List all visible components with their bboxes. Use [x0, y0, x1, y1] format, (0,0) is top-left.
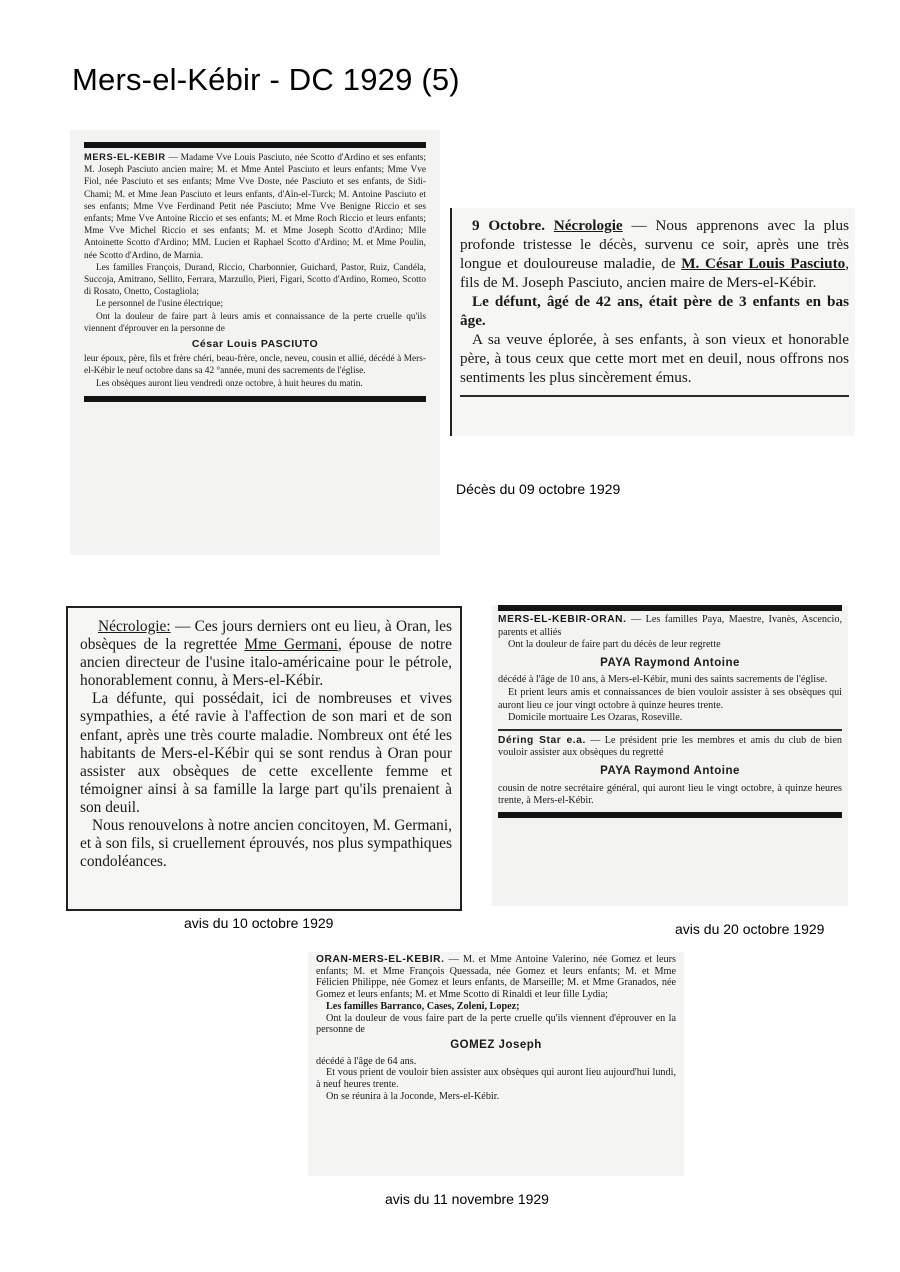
necrology-condolence: A sa veuve éplorée, à ses enfants, à son vieux et honorable père, à tous ceux que cette mort met en deuil, nous offrons nos sentiments les plus sincèrement émus. [460, 331, 849, 386]
club-message: — Le président prie les membres et amis du club de bien vouloir assister aux obsèques du regretté [498, 734, 843, 759]
paya-families: — Les familles Paya, Maestre, Ivanès, Ascencio, parents et alliés [498, 614, 843, 638]
notice-heading: MERS-EL-KEBIR [84, 152, 166, 162]
notice-staff: Le personnel de l'usine électrique; [96, 299, 224, 310]
paya-heading: MERS-EL-KEBIR-ORAN. [498, 614, 627, 625]
paya-domicile: Domicile mortuaire Les Ozaras, Roseville. [508, 712, 683, 724]
death-notice-pasciuto [70, 130, 440, 555]
paya-bottom-rule [498, 812, 842, 818]
paya-middle-rule [498, 729, 842, 731]
deceased-name: César Louis PASCIUTO [191, 338, 319, 351]
notice-families: Les familles François, Durand, Riccio, Charbonnier, Guichard, Pastor, Ruiz, Candéla, Succoja, Amitrano, Sellito, Ferrara, Marzullo, Pieri, Figari, Scotto d'Ardino, Romeo, Scotto di Rosato, Onetto, Costagliola; [84, 262, 426, 298]
top-rule [84, 142, 426, 148]
germani-paragraph-2: La défunte, qui possédait, ici de nombreuses et vives sympathies, a été ravie à l'affection de son mari et de son enfant, après une très courte maladie. Nombreux ont été les habitants de Mers-el-Kébir qui se sont rendus à Oran pour assister aux obsèques de cette excellente femme et témoigner ainsi à sa famille la large part qu'ils prenaient à son deuil. [80, 690, 452, 816]
caption-avis-10-octobre: avis du 10 octobre 1929 [184, 915, 334, 931]
necrology-title: Nécrologie [553, 217, 623, 234]
gomez-invitation: Et vous prient de vouloir bien assister aux obsèques qui auront lieu aujourd'hui lundi, à neuf heures trente. [316, 1067, 676, 1091]
necrology-germani [66, 606, 462, 911]
notice-details: leur époux, père, fils et frère chéri, beau-frère, oncle, neveu, cousin et allié, décédé à Mers-el-Kébir le neuf octobre dans sa 42 °année, muni des sacrements de l'église. [84, 354, 426, 377]
germani-paragraph-3: Nous renouvelons à notre ancien concitoyen, M. Germani, et à son fils, si cruellement éprouvés, nos plus sympathiques condoléances. [80, 817, 452, 871]
gomez-family-list: — M. et Mme Antoine Valerino, née Gomez et leurs enfants; M. et Mme François Quessada, née Gomez et leurs enfants; M. et Mme Félicien Philippe, née Gomez et leurs enfants, de Marseille; M. et Mme Granados, née Gomez et leurs enfants; M. et Mme Scotto di Rinaldi et leur fille Lydia; [316, 954, 676, 1001]
necrology-person: M. César Louis Pasciuto [681, 255, 846, 272]
bottom-rule [84, 396, 426, 402]
notice-family-list: — Madame Vve Louis Pasciuto, née Scotto d'Ardino et ses enfants; M. Joseph Pasciuto ancien maire; M. et Mme Antel Pasciuto et leurs enfants; Mme Vve Fiol, née Pasciuto et ses enfants; Mme Vve Doste, née Pasciuto et ses enfants, de Sidi-Chami; M. et Mme Jean Pasciuto et leurs enfants, d'Aïn-el-Turck; M. Antoine Pasciuto et ses enfants; Mme Vve Ferdinand Petit née Pasciuto; Mme Vve Benigne Riccio et ses enfants; Mme Vve Antoine Riccio et ses enfants; M. et Mme Roch Riccio et leurs enfants; Mme Vve Michel Riccio et ses enfants; M. et Mme Joseph Scotto d'Ardino; Mlle Antoinette Scotto d'Ardino; MM. Lucien et Raphael Scotto d'Ardino; M. et Mme Poulin, née Scotto d'Ardino, de Marnia. [84, 153, 427, 261]
necrology-rule [460, 395, 849, 397]
paya-name-1: PAYA Raymond Antoine [600, 656, 740, 669]
germani-title: Nécrologie: [98, 618, 171, 635]
gomez-announcement: Ont la douleur de vous faire part de la perte cruelle qu'ils viennent d'éprouver en la personne de [316, 1012, 676, 1036]
germani-person: Mme Germani [244, 636, 338, 654]
necrology-date: 9 Octobre. [472, 217, 546, 234]
death-notice-gomez [308, 952, 684, 1176]
paya-announcement: Ont la douleur de faire part du décès de leur regrette [508, 639, 721, 651]
paya-top-rule [498, 605, 842, 611]
necrology-pasciuto [450, 208, 855, 436]
necrology-text-end: , fils de M. Joseph Pasciuto, ancien maire de Mers-el-Kébir. [460, 255, 850, 291]
necrology-text: — Nous apprenons avec la plus profonde tristesse le décès, survenu ce soir, après une très longue et douloureuse maladie, de [460, 217, 849, 272]
gomez-meeting: On se réunira à la Joconde, Mers-el-Kébir. [326, 1090, 500, 1102]
necrology-age: Le défunt, âgé de 42 ans, était père de 3 enfants en bas âge. [460, 293, 849, 329]
germani-text: — Ces jours derniers ont eu lieu, à Oran, les obsèques de la regrettée [80, 618, 452, 654]
page-title: Mers-el-Kébir - DC 1929 (5) [72, 62, 460, 97]
paya-name-2: PAYA Raymond Antoine [600, 764, 740, 777]
death-notice-paya [492, 605, 848, 906]
paya-club-details: cousin de notre secrétaire général, qui auront lieu le vingt octobre, à quinze heures trente, à Mers-el-Kébir. [498, 782, 842, 807]
notice-announcement: Ont la douleur de faire part à leurs amis et connaissance de la perte cruelle qu'ils viennent d'éprouver en la personne de [84, 311, 426, 334]
club-name: Déring Star e.a. [498, 734, 586, 746]
germani-text-end: , épouse de notre ancien directeur de l'usine italo-américaine pour le pétrole, honorablement connu, à Mers-el-Kébir. [80, 636, 452, 690]
paya-details: décédé à l'âge de 10 ans, à Mers-el-Kébir, muni des saints sacrements de l'église. [498, 674, 828, 686]
caption-avis-20-octobre: avis du 20 octobre 1929 [675, 921, 825, 937]
gomez-families: Les familles Barranco, Cases, Zoleni, Lopez; [326, 1000, 520, 1012]
caption-avis-11-novembre: avis du 11 novembre 1929 [385, 1191, 549, 1207]
paya-invitation: Et prient leurs amis et connaissances de bien vouloir assister à ses obsèques qui auront lieu ce jour vingt octobre à quinze heures trente. [498, 686, 842, 711]
funeral-info: Les obsèques auront lieu vendredi onze octobre, à huit heures du matin. [96, 378, 363, 389]
gomez-age: décédé à l'âge de 64 ans. [316, 1055, 417, 1067]
caption-deces-09-octobre: Décès du 09 octobre 1929 [456, 481, 621, 497]
gomez-heading: ORAN-MERS-EL-KEBIR. [316, 954, 445, 965]
gomez-name: GOMEZ Joseph [450, 1038, 542, 1051]
